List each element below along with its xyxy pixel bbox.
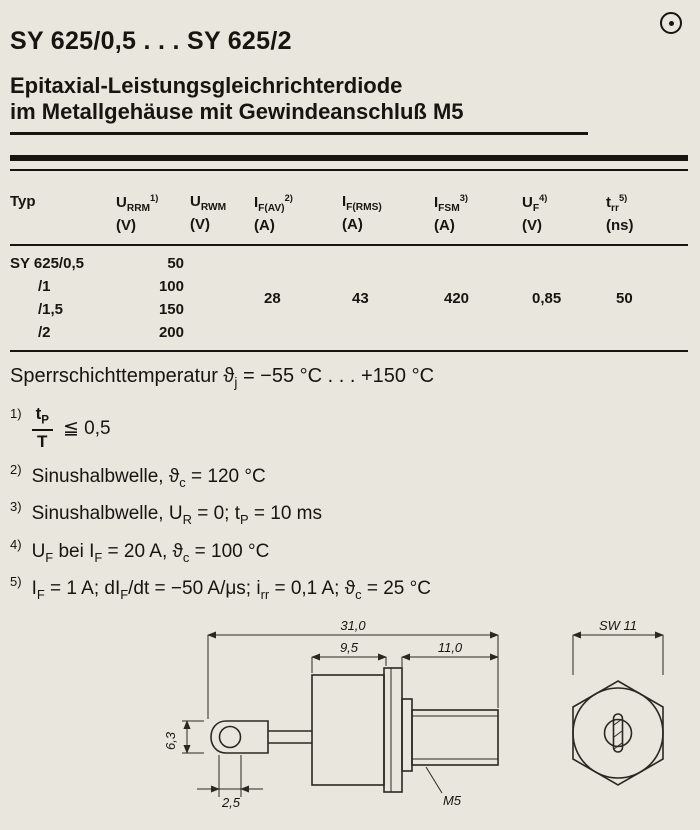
footnote-marker: 1) xyxy=(10,406,22,422)
divider-thin xyxy=(10,169,688,171)
cell-typ: SY 625/0,5 xyxy=(10,255,84,273)
table-header-row xyxy=(10,193,688,245)
cell-urwm xyxy=(190,245,254,344)
col-header-uf: $U_F^{4)}$ (V) xyxy=(522,193,606,245)
footnote-1 xyxy=(10,404,688,452)
footnote-marker: 3) xyxy=(10,499,22,515)
dim-label-hole-diameter: 2,5 xyxy=(221,794,241,810)
dim-label-thread-length: 11,0 xyxy=(437,639,463,655)
footnote-marker: 4) xyxy=(10,536,22,552)
subtitle-line-1: Epitaxial-Leistungsgleichrichterdiode xyxy=(10,72,403,98)
hex-nut-outline xyxy=(573,681,663,785)
col-header-urrm: $U_{RRM}^{1)}$ (V) xyxy=(116,193,190,245)
table-bottom-rule xyxy=(10,350,688,352)
fraction-tp-over-t xyxy=(32,404,53,452)
cell-uf: 0,85 xyxy=(532,289,562,307)
cell-typ: /1,5 xyxy=(38,301,64,319)
end-view xyxy=(573,618,663,785)
subtitle xyxy=(10,73,588,136)
circled-dot-center xyxy=(669,21,674,26)
footnote-text: $U_F$ bei $I_F = 20$ A, $ϑ_c = 100$ °C xyxy=(31,540,270,565)
footnote-marker: 2) xyxy=(10,461,22,477)
cell-urrm: 200 xyxy=(158,324,184,342)
cell-urrm: 150 xyxy=(158,301,184,319)
cell-urrm: 50 xyxy=(167,255,184,273)
cell-typ: /2 xyxy=(38,324,51,342)
thread-size-label: M5 xyxy=(442,792,462,808)
fraction-denominator: T xyxy=(37,431,48,451)
cell-ifsm: 420 xyxy=(444,289,470,307)
threaded-stud xyxy=(412,710,498,765)
diode-body xyxy=(312,675,384,785)
dim-label-tab-height: 6,3 xyxy=(163,731,178,750)
col-header-ifsm: $I_{FSM}^{3)}$ (A) xyxy=(434,193,522,245)
cell-ifrms: 43 xyxy=(352,289,369,307)
col-header-trr: $t_{rr}^{5)}$ (ns) xyxy=(606,193,688,245)
page-title: SY 625/0,5 . . . SY 625/2 xyxy=(10,26,292,55)
side-view xyxy=(163,618,498,810)
ratings-table xyxy=(10,193,688,344)
footnote-text: Sinushalbwelle, $ϑ_c = 120$ °C xyxy=(31,465,266,490)
package-drawing xyxy=(0,615,700,830)
footnote-text: Sinushalbwelle, $U_R = 0$; $t_P = 10$ ms xyxy=(31,503,322,527)
dim-label-overall-length: 31,0 xyxy=(340,617,366,633)
stud-end-circle xyxy=(605,719,632,746)
temperature-line: Sperrschichttemperatur $ϑ_j = -55$ °C . . . +150 °C xyxy=(10,365,435,391)
col-header-ifav: $I_{F(AV)}^{2)}$ (A) xyxy=(254,193,342,245)
cell-trr: 50 xyxy=(616,289,633,307)
circled-dot-icon xyxy=(660,12,682,34)
cell-typ: /1 xyxy=(38,278,51,296)
cell-ifav: 28 xyxy=(264,289,281,307)
subtitle-line-2: im Metallgehäuse mit Gewindeanschluß M5 xyxy=(10,98,464,124)
collar-step xyxy=(402,699,412,771)
dim-label-body-length: 9,5 xyxy=(339,639,359,655)
footnote-text: $I_F = 1$ A; $dI_F/dt = -50$ A/μs; $i_{rr} = 0,1$ A; $ϑ_c = 25$ °C xyxy=(31,578,431,602)
footnote-4 xyxy=(10,536,688,566)
col-header-typ: Typ xyxy=(10,193,116,245)
divider-thick xyxy=(10,155,688,161)
dim-label-hex-width: SW 11 xyxy=(598,617,638,633)
footnote-3 xyxy=(10,499,688,528)
inscribed-circle xyxy=(573,688,663,778)
cell-urrm: 100 xyxy=(158,278,184,296)
footnote-5 xyxy=(10,574,688,603)
flange xyxy=(384,668,402,792)
footnote-marker: 5) xyxy=(10,574,22,590)
fraction-numerator: $t_P$ xyxy=(32,404,53,430)
col-header-urwm: $U_{RWM}$ (V) xyxy=(190,193,254,245)
tab-hole xyxy=(220,726,241,747)
footnote-2 xyxy=(10,461,688,491)
table-row xyxy=(10,245,688,275)
m5-leader-line xyxy=(426,767,442,793)
col-header-ifrms: $I_{F(RMS)}$ (A) xyxy=(342,193,434,245)
footnote-text: ≦ 0,5 xyxy=(62,417,111,439)
